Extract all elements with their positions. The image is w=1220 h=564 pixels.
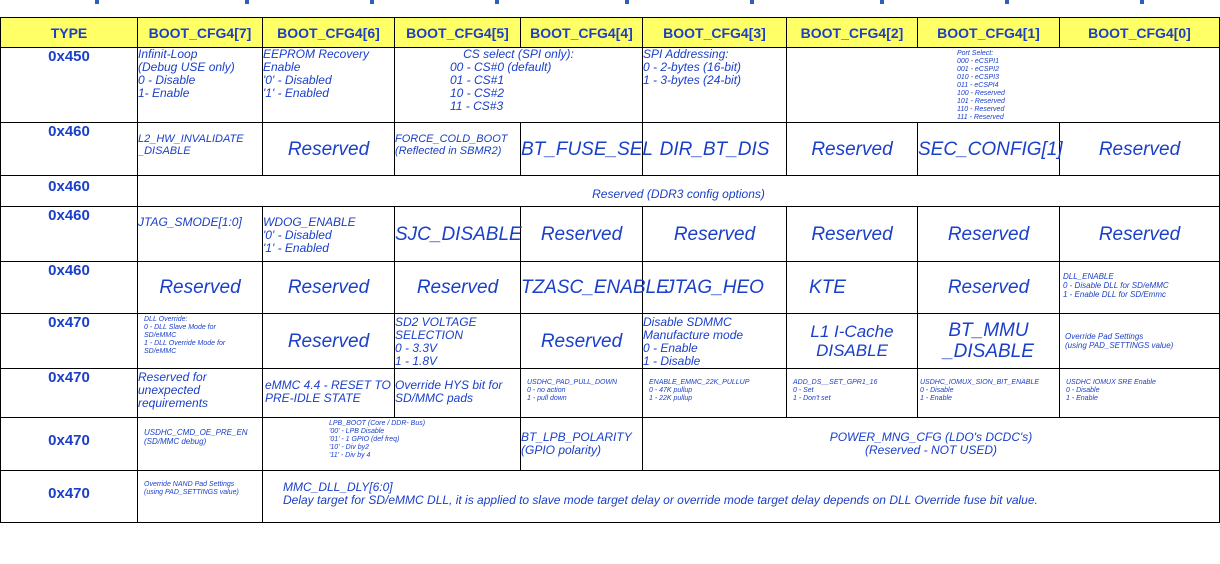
- cell-l1-icache-disable: L1 I-Cache DISABLE: [787, 314, 918, 369]
- header-bit-2: BOOT_CFG4[2]: [787, 18, 918, 48]
- cell-port-select: Port Select: 000 - eCSPI1 001 - eCSPI2 010 - eCSPI3 011 - eCSPI4 100 - Reserved 101 - Reserved 110 - Reserved 111 - Reserved: [787, 48, 1220, 123]
- cell-enable-emmc-pullup: ENABLE_EMMC_22K_PULLUP 0 - 47K pullup 1 - 22K pullup: [643, 369, 787, 418]
- cell-reserved: Reserved: [263, 262, 395, 314]
- row-type: 0x460: [1, 262, 138, 314]
- cell-reserved: Reserved: [918, 207, 1060, 262]
- cell-spi-addressing: SPI Addressing: 0 - 2-bytes (16-bit) 1 - 3-bytes (24-bit): [643, 48, 787, 123]
- header-bit-3: BOOT_CFG4[3]: [643, 18, 787, 48]
- header-bit-1: BOOT_CFG4[1]: [918, 18, 1060, 48]
- row-type: 0x460: [1, 176, 138, 207]
- table-row: [1, 314, 1220, 369]
- table-row: [1, 48, 1220, 123]
- cell-reserved: Reserved: [395, 262, 521, 314]
- cell-tzasc-enable: TZASC_ENABLE: [521, 262, 643, 314]
- cell-jtag-smode: JTAG_SMODE[1:0]: [138, 207, 263, 262]
- header-bit-6: BOOT_CFG4[6]: [263, 18, 395, 48]
- cell-reserved: Reserved: [643, 207, 787, 262]
- cell-power-mng-cfg: POWER_MNG_CFG (LDO's DCDC's) (Reserved - NOT USED): [643, 418, 1220, 471]
- cell-usdhc-iomux-sre: USDHC IOMUX SRE Enable 0 - Disable 1 - Enable: [1060, 369, 1220, 418]
- row-type: 0x450: [1, 48, 138, 123]
- cell-eeprom-recovery: EEPROM Recovery Enable '0' - Disabled '1' - Enabled: [263, 48, 395, 123]
- cell-reserved: Reserved: [1060, 207, 1220, 262]
- cell-lpb-boot: LPB_BOOT (Core / DDR- Bus) '00' - LPB Disable '01' - 1 GPIO (def freq) '10' - Div by2 '11' - Div by 4: [263, 418, 521, 471]
- cell-reserved-unexpected: Reserved for unexpected requirements: [138, 369, 263, 418]
- cell-reserved: Reserved: [521, 314, 643, 369]
- header-bit-7: BOOT_CFG4[7]: [138, 18, 263, 48]
- cell-bt-mmu-disable: BT_MMU _DISABLE: [918, 314, 1060, 369]
- row-type: 0x470: [1, 471, 138, 523]
- header-type: TYPE: [1, 18, 138, 48]
- cell-dir-bt-dis: DIR_BT_DIS: [643, 123, 787, 176]
- header-bit-0: BOOT_CFG4[0]: [1060, 18, 1220, 48]
- table-row: [1, 369, 1220, 418]
- cell-bt-lpb-polarity: BT_LPB_POLARITY (GPIO polarity): [521, 418, 643, 471]
- cell-reserved: Reserved: [787, 123, 918, 176]
- cell-force-cold-boot: FORCE_COLD_BOOT (Reflected in SBMR2): [395, 123, 521, 176]
- cell-usdhc-cmd-oe: USDHC_CMD_OE_PRE_EN (SD/MMC debug): [138, 418, 263, 471]
- cell-dll-enable: DLL_ENABLE 0 - Disable DLL for SD/eMMC 1 - Enable DLL for SD/Emmc: [1060, 262, 1220, 314]
- cell-emmc-reset: eMMC 4.4 - RESET TO PRE-IDLE STATE: [263, 369, 395, 418]
- table-row: [1, 176, 1220, 207]
- table-row: [1, 418, 1220, 471]
- row-type: 0x470: [1, 314, 138, 369]
- cell-reserved: Reserved: [1060, 123, 1220, 176]
- cell-l2-hw-invalidate: L2_HW_INVALIDATE _DISABLE: [138, 123, 263, 176]
- table-row: [1, 207, 1220, 262]
- cell-dll-override: DLL Override: 0 - DLL Slave Mode for SD/eMMC 1 - DLL Override Mode for SD/eMMC: [138, 314, 263, 369]
- row-type: 0x460: [1, 207, 138, 262]
- row-type: 0x460: [1, 123, 138, 176]
- boot-cfg4-fuse-table: [0, 17, 1220, 523]
- table-row: [1, 471, 1220, 523]
- cell-usdhc-pad-pull-down: USDHC_PAD_PULL_DOWN 0 - no action 1 - pull down: [521, 369, 643, 418]
- cell-reserved: Reserved: [918, 262, 1060, 314]
- cell-reserved-ddr3: Reserved (DDR3 config options): [138, 176, 1220, 207]
- cell-sjc-disable: SJC_DISABLE: [395, 207, 521, 262]
- header-row: [1, 18, 1220, 48]
- cell-override-nand-pad: Override NAND Pad Settings (using PAD_SETTINGS value): [138, 471, 263, 523]
- cell-disable-sdmmc: Disable SDMMC Manufacture mode 0 - Enable 1 - Disable: [643, 314, 787, 369]
- row-type: 0x470: [1, 418, 138, 471]
- cell-reserved: Reserved: [263, 123, 395, 176]
- cell-reserved: Reserved: [787, 207, 918, 262]
- table-row: [1, 262, 1220, 314]
- cell-usdhc-iomux-sion: USDHC_IOMUX_SION_BIT_ENABLE 0 - Disable 1 - Enable: [918, 369, 1060, 418]
- cell-cs-select: CS select (SPI only): 00 - CS#0 (default) 01 - CS#1 10 - CS#2 11 - CS#3: [395, 48, 643, 123]
- cell-wdog-enable: WDOG_ENABLE '0' - Disabled '1' - Enabled: [263, 207, 395, 262]
- cell-infinit-loop: Infinit-Loop (Debug USE only) 0 - Disable 1- Enable: [138, 48, 263, 123]
- cell-override-pad: Override Pad Settings (using PAD_SETTINGS value): [1060, 314, 1220, 369]
- cell-kte: KTE: [787, 262, 918, 314]
- cell-mmc-dll-dly: MMC_DLL_DLY[6:0] Delay target for SD/eMMC DLL, it is applied to slave mode target delay or override mode target delay depends on DLL Override fuse bit value.: [263, 471, 1220, 523]
- cell-reserved: Reserved: [138, 262, 263, 314]
- top-page-marks: [0, 0, 1219, 4]
- table-row: [1, 123, 1220, 176]
- row-type: 0x470: [1, 369, 138, 418]
- cell-sd2-voltage: SD2 VOLTAGE SELECTION 0 - 3.3V 1 - 1.8V: [395, 314, 521, 369]
- header-bit-4: BOOT_CFG4[4]: [521, 18, 643, 48]
- cell-override-hys: Override HYS bit for SD/MMC pads: [395, 369, 521, 418]
- header-bit-5: BOOT_CFG4[5]: [395, 18, 521, 48]
- cell-add-ds-set-gpr: ADD_DS__SET_GPR1_16 0 - Set 1 - Don't set: [787, 369, 918, 418]
- cell-sec-config: SEC_CONFIG[1]: [918, 123, 1060, 176]
- cell-reserved: Reserved: [521, 207, 643, 262]
- cell-reserved: Reserved: [263, 314, 395, 369]
- cell-jtag-heo: JTAG_HEO: [643, 262, 787, 314]
- cell-bt-fuse-sel: BT_FUSE_SEL: [521, 123, 643, 176]
